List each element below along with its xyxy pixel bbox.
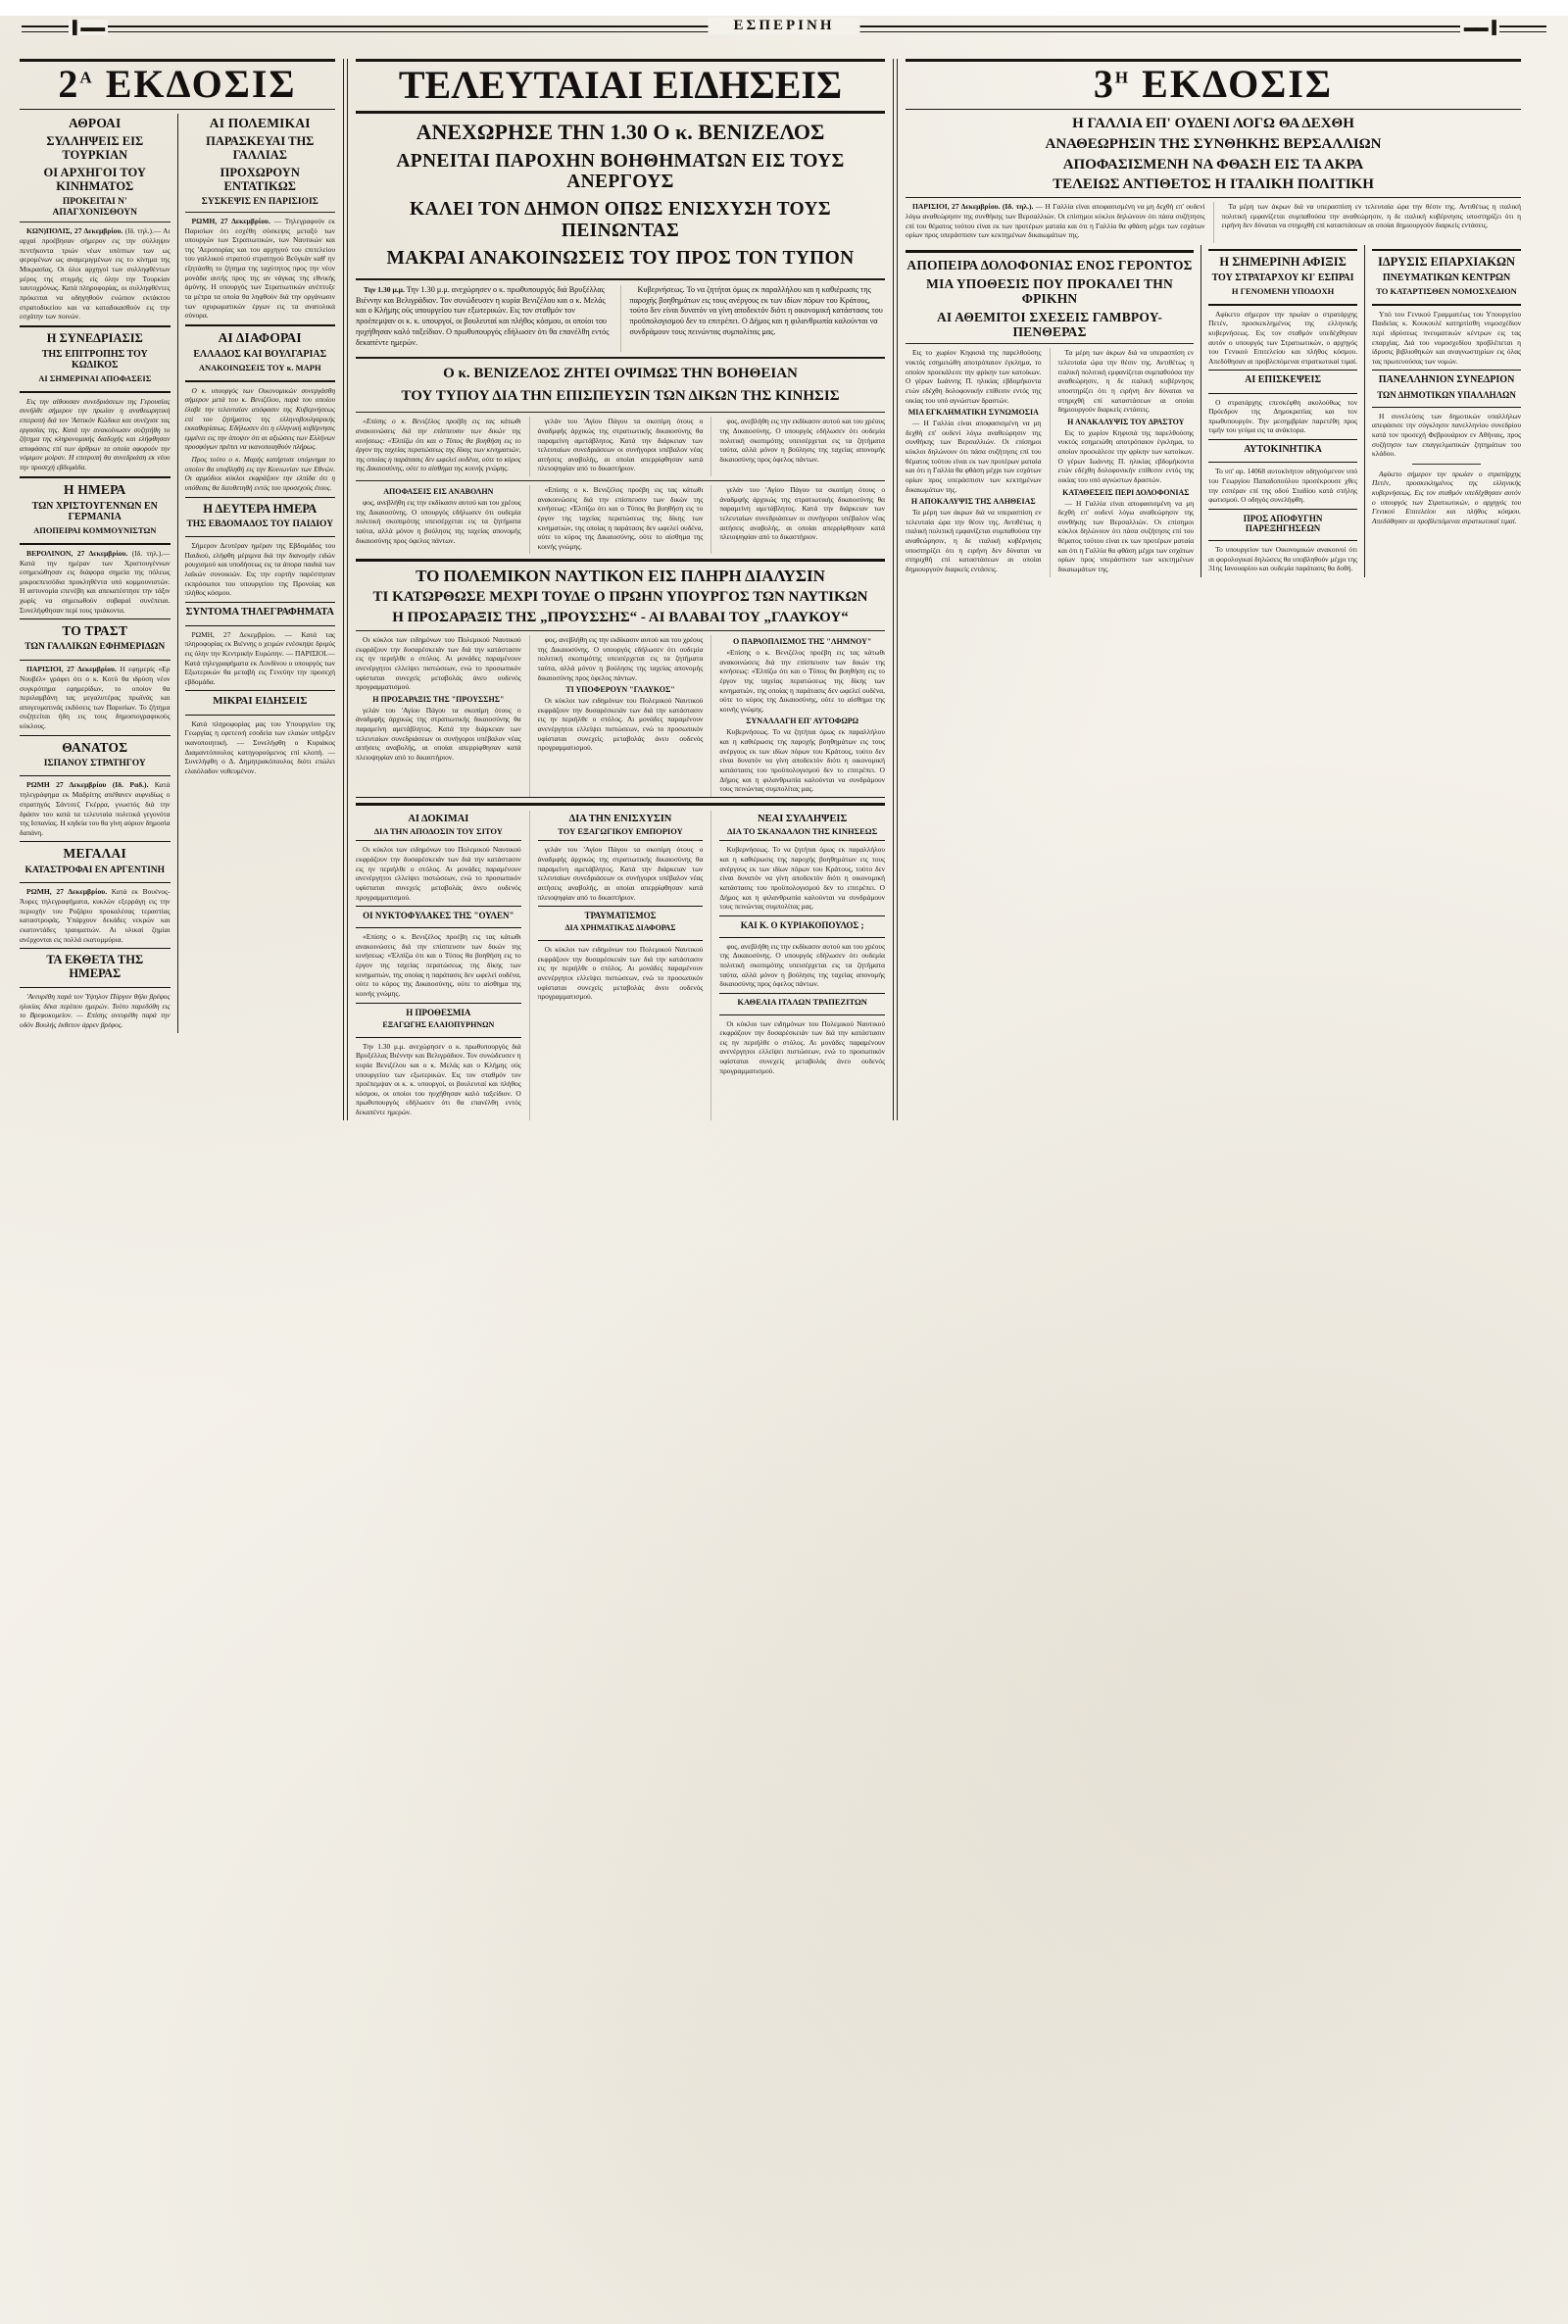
press-extra-text-1: φος, ανεβλήθη εις την εκδίκασιν αυτού και του χρέους της Δικαιοσύνης. Ο υπουργός εδήλωσεν ότι ουδεμία πολιτική σκοπιμότης υπεισέρχεται εις τα ζητήματα ταύτα, αλλά μόνον η βούλησις της ταχείας απονομής δικαιοσύνης προς όφελος πάντων. bbox=[356, 498, 521, 545]
article-body-cars bbox=[1208, 467, 1357, 505]
newspaper-page bbox=[0, 16, 1568, 2324]
headline-nomosxedion: ΤΟ ΚΑΤΑΡΤΙΣΘΕΝ ΝΟΜΟΣΧΕΔΙΟΝ bbox=[1376, 286, 1517, 297]
press-col-2 bbox=[538, 417, 704, 476]
article-text-bulgaria-2: Προς τούτο ο κ. Μαρής κατήρτισε υπόμνημα το οποίον θα υποβληθή εις την Κοινωνίαν των Εθνών. Οι αρμόδιοι κύκλοι εκφράζουν την ελπίδα ότι η υπόθεσις θα διευθετηθή εντός του προσεχούς έτους. bbox=[184, 455, 335, 492]
article-text-briefnews: Κατά πληροφορίας μας του Υπουργείου της Γεωργίας η εφετεινή εσοδεία των ελαιών υπήρξεν ικανοποιητική. — Συνελήφθη ο Κυριάκος Διαμαντόπουλος κατηγορούμενος επί κλοπή. — Συνελήφθη ο Δ. Δημητρακόπουλος διότι επώλει ελαιόλαδον νοθευμένον. bbox=[184, 718, 335, 775]
headline-venizelos-departure: ΑΝΕΧΩΡΗΣΕ ΤΗΝ 1.30 Ο κ. ΒΕΝΙΖΕΛΟΣ bbox=[416, 120, 825, 144]
headline-murder-attempt-3: ΑΙ ΑΘΕΜΙΤΟΙ ΣΧΕΣΕΙΣ ΓΑΜΒΡΟΥ-ΠΕΝΘΕΡΑΣ bbox=[936, 310, 1163, 340]
article-body-bulgaria bbox=[185, 386, 336, 493]
right-column-1 bbox=[906, 245, 1194, 577]
subhead-prussa: Η ΠΡΟΣΑΡΑΞΙΣ ΤΗΣ "ΠΡΟΥΣΣΗΣ" bbox=[372, 694, 505, 704]
naval-text-2b: Οι κύκλοι των ειδημόνων του Πολεμικού Ναυτικού εκφράζουν την δυσαρέσκειάν των διά την κατάστασιν εις ην περιήλθε ο στόλος. Αι μονάδες παραμένουν ανενέργητοι ελλείψει πιστώσεων, ενώ το προσωπικόν υφίσταται συνεχείς μεταβολάς άνευ ουδενός προγραμματισμού. bbox=[537, 696, 704, 753]
bottom-block-2 bbox=[538, 811, 704, 1120]
center-banner bbox=[356, 59, 885, 114]
divider bbox=[356, 357, 885, 359]
article-body-clarification bbox=[1208, 545, 1357, 573]
right-top-block bbox=[906, 114, 1521, 243]
article-body-foundlings bbox=[20, 992, 171, 1030]
headline-france-versailles-1: Η ΓΑΛΛΙΑ ΕΠ' ΟΥΔΕΝΙ ΛΟΓΩ ΘΑ ΔΕΧΘΗ bbox=[1072, 116, 1354, 131]
press-text-3: φος, ανεβλήθη εις την εκδίκασιν αυτού και του χρέους της Δικαιοσύνης. Ο υπουργός εδήλωσεν ότι ουδεμία πολιτική σκοπιμότης υπεισέρχεται εις τα ζητήματα ταύτα, αλλά μόνον η βούλησις της ταχείας απονομής δικαιοσύνης προς όφελος πάντων. bbox=[719, 417, 886, 464]
left-section bbox=[20, 59, 335, 1120]
press-col-3 bbox=[719, 417, 885, 476]
headline-navy-minister: ΤΙ ΚΑΤΩΡΘΩΣΕ ΜΕΧΡΙ ΤΟΥΔΕ Ο ΠΡΩΗΝ ΥΠΟΥΡΓΟΣ ΤΩΝ ΝΑΥΤΙΚΩΝ bbox=[372, 589, 868, 606]
divider bbox=[356, 630, 885, 631]
headline-pneumatikon-kentron: ΠΝΕΥΜΑΤΙΚΩΝ ΚΕΝΤΡΩΝ bbox=[1382, 272, 1511, 283]
column-divider bbox=[1364, 245, 1365, 577]
bottom-text-1: Οι κύκλοι των ειδημόνων του Πολεμικού Ναυτικού εκφράζουν την δυσαρέσκειάν των διά την κατάστασιν εις ην περιήλθε ο στόλος. Αι μονάδες παραμένουν ανενέργητοι ελλείψει πιστώσεων, ενώ το προσωπικόν υφίσταται συνεχείς μεταβολάς άνευ ουδενός προγραμματισμού. bbox=[356, 845, 521, 902]
murder-text-2c: — Η Γαλλία είναι αποφασισμένη να μη δεχθή επ' ουδενί λόγω αναθεώρησιν της συνθήκης των Βερσαλλιών. Οι επίσημοι κύκλοι δηλώνουν ότι πάσα συζήτησις επί του θέματος τούτου είναι εκ των προτέρων ματαία και ότι η Γαλλία θα φθάση μέχρι των εσχάτων ορίων προς υπεράσπισιν των κεκτημένων δικαιωμάτων της. bbox=[1057, 498, 1195, 573]
article-text-bulgaria: Ο κ. υπουργός των Οικονομικών συνεργάσθη σήμερον μετά του κ. Βενιζέλου, παρά του οποίου έλαβε την τελευταίαν απόφασιν της Κυβερνήσεως επί του ζητήματος της ελληνοβουλγαρικής εκκαθαρίσεως. Εδήλωσεν ότι η ελληνική κυβέρνησις εμμένει εις την άποψιν ότι αι αξιώσεις των Ελλήνων προσφύγων πρέπει να ικανοποιηθούν πλήρως. bbox=[184, 385, 335, 452]
headline-paraskevai-gallias: ΠΑΡΑΣΚΕΥΑΙ ΤΗΣ ΓΑΛΛΙΑΣ bbox=[206, 134, 315, 163]
article-text-turkey: (Ιδ. τηλ.).— Αι αρχαί προέβησαν σήμερον εις την σύλληψιν πεντήκοντα τριών νέων υπόπτων των ως φερομένων ως αναμεμιγμένων εις το κίνημα της Μικρασίας. Οι όλοι αρχηγοί των συλληφθέντων μέρος της στιγμής είς όλην την Τουρκίαν ταυτοχρόνως. Κατά πληροφορίας, οι συλληφθέντες πρόκειται να οδηγηθούν ενώπιον εκτάκτου στρατοδικείου και να καταδικασθούν εις την εσχάτην των ποινών. bbox=[20, 226, 171, 321]
headline-imera: Η ΗΜΕΡΑ bbox=[63, 481, 126, 497]
headline-proxoroun: ΠΡΟΧΩΡΟΥΝ ΕΝΤΑΤΙΚΩΣ bbox=[220, 166, 300, 194]
bottom-text-3b: φος, ανεβλήθη εις την εκδίκασιν αυτού και του χρέους της Δικαιοσύνης. Ο υπουργός εδήλωσεν ότι ουδεμία πολιτική σκοπιμότης υπεισέρχεται εις τα ζητήματα ταύτα, αλλά μόνον η βούλησις της ταχείας απονομής δικαιοσύνης προς όφελος πάντων. bbox=[719, 941, 886, 989]
article-text-death: Κατά τηλεγράφημα εκ Μαδρίτης απέθανεν αιφνιδίως ο στρατηγός Σάντσεζ Γκέρρα, γνωστός διά την δράσιν του κατά τα τελευταία πολιτικά γεγονότα της Ισπανίας. Η κηδεία του θα γίνη αύριον δημοσία δαπάνη. bbox=[20, 780, 171, 837]
headline-ispanou-stratigou: ΙΣΠΑΝΟΥ ΣΤΡΑΤΗΓΟΥ bbox=[43, 758, 146, 768]
headline-apagxonisthoun: ΠΡΟΚΕΙΤΑΙ Ν' ΑΠΑΓΧΟΝΙΣΘΟΥΝ bbox=[52, 197, 137, 218]
headline-group-childweek bbox=[185, 497, 336, 538]
headline-navy-dissolution: ΤΟ ΠΟΛΕΜΙΚΟΝ ΝΑΥΤΙΚΟΝ ΕΙΣ ΠΛΗΡΗ ΔΙΑΛΥΣΙΝ bbox=[416, 567, 825, 586]
headline-panellinion-synedrion: ΠΑΝΕΛΛΗΝΙΟΝ ΣΥΝΕΔΡΙΟΝ bbox=[1378, 374, 1515, 386]
article-text-codex: Εις την αίθουσαν συνεδριάσεων της Γερουσίας συνήλθε σήμερον την πρωίαν η αναθεωρητική επιτροπή διά τον 'Αστικόν Κώδικα και συνέχισε τας εργασίας της. Κατά την ανακοίνωσιν συζητήθη το ζήτημα της κληρονομικής διαδοχής και ελήφθησαν αποφάσεις επί των άρθρων τα οποία αφορούν την νόμιμον μοίραν. Η επιτροπή θα συνεδριάση εκ νέου την προσεχή εβδομάδα. bbox=[20, 396, 171, 472]
edition-number-right: 3 bbox=[1093, 62, 1115, 106]
headline-mikrai-eidiseis: ΜΙΚΡΑΙ ΕΙΔΗΣΕΙΣ bbox=[213, 695, 308, 708]
masthead-ornament-right: ▬▬▐ bbox=[1460, 20, 1499, 35]
article-body-turkey bbox=[20, 226, 171, 321]
headline-group-shorttelegrams bbox=[185, 602, 336, 626]
headline-group-cultural-centers bbox=[1372, 249, 1521, 306]
headline-megalai: ΜΕΓΑΛΑΙ bbox=[63, 846, 126, 862]
edition-banner-right bbox=[906, 59, 1521, 110]
left-column-2 bbox=[185, 114, 336, 1033]
article-text-germany: (Ιδ. τηλ.).— Κατά την ημέραν των Χριστουγέννων εσημειώθησαν εις διάφορα σημεία της πόλεως μικροεπεισόδια προκληθέντα υπό κομμουνιστών. Η αστυνομία επενέβη και απεκατέστησε την τάξιν χωρίς να σημειωθούν σοβαραί συνέπειαι. Συνελήφθησαν περί τους τριάκοντα. bbox=[20, 548, 171, 615]
article-text-foundlings: 'Ανευρέθη παρά τον Ύψηλον Πύργον θήλυ βρέφος ηλικίας δέκα περίπου ημερών. Τούτο παρεδόθη εις το Βρεφοκομείον. — Επίσης ανευρέθη παρά την οδόν Βουλής έκθετον άρρεν βρέφος. bbox=[20, 992, 171, 1029]
center-section bbox=[356, 59, 885, 1120]
headline-group-trust bbox=[20, 618, 171, 661]
headline-group-congress bbox=[1372, 370, 1521, 407]
naval-text-1: Οι κύκλοι των ειδημόνων του Πολεμικού Ναυτικού εκφράζουν την δυσαρέσκειάν των διά την κατάστασιν εις ην περιήλθε ο στόλος. Αι μονάδες παραμένουν ανενέργητοι ελλείψει πιστώσεων, ενώ το προσωπικόν υφίσταται συνεχείς μεταβολάς άνευ ουδενός προγραμματισμού. bbox=[356, 635, 521, 692]
congress-extra-text: Αφίκετο σήμερον την πρωίαν ο στρατάρχης Πετέν, προσκεκλημένος της ελληνικής κυβερνήσεως. Εις τον σταθμόν υπεδέχθησαν αυτόν ο υπουργός των Στρατιωτικών, ο αρχηγός του Γενικού Επιτελείου και πλήθος κόσμου. Απεδόθησαν αι προβλεπόμεναι στρατιωτικαί τιμαί. bbox=[1372, 469, 1521, 525]
divider bbox=[906, 343, 1194, 344]
headline-group-germany bbox=[20, 476, 171, 545]
headline-syntoma-tilegrafimata: ΣΥΝΤΟΜΑ ΤΗΛΕΓΡΑΦΗΜΑΤΑ bbox=[185, 606, 334, 618]
divider bbox=[356, 480, 885, 481]
left-column-1 bbox=[20, 114, 171, 1033]
headline-venizelos-asks-press: Ο κ. ΒΕΝΙΖΕΛΟΣ ΖΗΤΕΙ ΟΨΙΜΩΣ ΤΗΝ ΒΟΗΘΕΙΑΝ bbox=[443, 365, 798, 381]
naval-text-3: «Επίσης ο κ. Βενιζέλος προέβη εις τας κάτωθι ανακοινώσεις διά την επίσπευσιν των δικών της κινήσεως: «Έλπίζω ότι και ο Τύπος θα βοηθήση εις το έργον της ταχείας περατώσεως της δίκης των κινηματιών, της οποίας η παράτασις δεν ωφελεί ουδένα, ούτε το κύρος της Δικαιοσύνης, ούτε το αίσθημα της κοινής γνώμης. bbox=[719, 648, 886, 714]
dateline-turkey: ΚΩΝ)ΠΟΛΙΣ, 27 Δεκεμβρίου. bbox=[26, 226, 123, 236]
headline-murder-attempt-1: ΑΠΟΠΕΙΡΑ ΔΟΛΟΦΟΝΙΑΣ ΕΝΟΣ ΓΕΡΟΝΤΟΣ bbox=[906, 257, 1193, 272]
press-text-1: «Επίσης ο κ. Βενιζέλος προέβη εις τας κάτωθι ανακοινώσεις διά την επίσπευσιν των δικών της κινήσεως: «Έλπίζω ότι και ο Τύπος θα βοηθήση εις το έργον της ταχείας περατώσεως της δίκης των κινηματιών, της οποίας η παράτασις δεν ωφελεί ουδένα, ούτε το κύρος της Δικαιοσύνης, ούτε το αίσθημα της κοινής γνώμης. bbox=[356, 417, 521, 473]
headline-dimotikon-ypallilon: ΤΩΝ ΔΗΜΟΤΙΚΩΝ ΥΠΑΛΛΗΛΩΝ bbox=[1377, 389, 1516, 400]
edition-sup-right: Η bbox=[1114, 68, 1131, 87]
divider bbox=[356, 412, 885, 413]
headline-athroai: ΑΘΡΟΑΙ bbox=[69, 116, 122, 130]
bottom-text-2: γελάν του 'Αγίου Πάγου τα σκοπίμη ότους ο άναδμφής άρχικώς της στρατιωτικής δικαιοσύνης θα παραμείνη αμετάβλητος. Κατά την διάρκειαν των τελευταίων συνεδριάσεων οι συνήγοροι υπέβαλον νέας αιτήσεις αναβολής, αι οποίαι απερρίφθησαν κατά πλειοψηφίαν από το δικαστήριον. bbox=[537, 845, 704, 902]
headline-stratarxou: ΤΟΥ ΣΤΡΑΤΑΡΧΟΥ ΚΙ' ΕΣΠΡΑΙ bbox=[1211, 272, 1354, 283]
naval-col-3 bbox=[719, 635, 885, 797]
murder-col-2 bbox=[1058, 348, 1195, 576]
headline-exagogikou-emporiou: ΤΟΥ ΕΞΑΓΩΓΙΚΟΥ ΕΜΠΟΡΙΟΥ bbox=[558, 825, 683, 836]
divider bbox=[185, 212, 336, 213]
headline-refuses-aid: ΑΡΝΕΙΤΑΙ ΠΑΡΟΧΗΝ ΒΟΗΘΗΜΑΤΩΝ ΕΙΣ ΤΟΥΣ ΑΝΕΡΓΟΥΣ bbox=[396, 150, 845, 193]
headline-france-versailles-2: ΑΝΑΘΕΩΡΗΣΙΝ ΤΗΣ ΣΥΝΘΗΚΗΣ ΒΕΡΣΑΛΛΙΩΝ bbox=[1045, 135, 1382, 152]
article-body-death bbox=[20, 780, 171, 837]
subhead-limnos: Ο ΠΑΡΑΟΠΛΙΣΜΟΣ ΤΗΣ "ΛΗΜΝΟΥ" bbox=[732, 637, 872, 647]
headline-elaiopyrinon: ΕΞΑΓΩΓΗΣ ΕΛΑΙΟΠΥΡΗΝΩΝ bbox=[382, 1019, 495, 1029]
divider bbox=[1412, 464, 1481, 465]
dateline-paris-trust: ΠΑΡΙΣΙΟΙ, 27 Δεκεμβρίου. bbox=[26, 665, 117, 674]
headline-prussa-grounding: Η ΠΡΟΣΑΡΑΞΙΣ ΤΗΣ „ΠΡΟΥΣΣΗΣ“ - ΑΙ ΒΛΑΒΑΙ ΤΟΥ „ΓΛΑΥΚΟΥ“ bbox=[392, 610, 849, 626]
article-text-childweek: Σήμερον Δευτέραν ημέραν της Εβδομάδος του Παιδιού, ελήφθη μέριμνα διά την διανομήν ειδών ρουχισμού και υποδήσεως εις τα άπορα παιδιά των λαϊκών συνοικιών. Εις την εορτήν παρέστησαν εκπρόσωποι του υπουργείου της Προνοίας και πλήθος κόσμου. bbox=[184, 541, 335, 598]
bottom-text-3: Κυβερνήσεως. Το να ζητήται όμως εκ παραλλήλου και η καθιέρωσις της παροχής βοηθημάτων εις τους ανέργους εκ των ιδίων πόρων του Κράτους, τούτο δεν είναι δυνατόν να γίνη αποδεκτόν διότι η οικονομική κατάστασις του προϋπολογισμού δεν το επιτρέπει. Ο Δήμος και η φιλανθρωπία καλούνται να συνδράμουν τους πεινώντας συμπολίτας μας. bbox=[719, 845, 886, 912]
bottom-text-3c: Οι κύκλοι των ειδημόνων του Πολεμικού Ναυτικού εκφράζουν την δυσαρέσκειάν των διά την κατάστασιν εις ην περιήλθε ο στόλος. Αι μονάδες παραμένουν ανενέργητοι ελλείψει πιστώσεων, ενώ το προσωπικόν υφίσταται συνεχείς μεταβολάς άνευ ουδενός προγραμματισμού. bbox=[719, 1018, 886, 1075]
edition-word-left: ΕΚΔΟΣΙΣ bbox=[105, 62, 297, 106]
article-body-codex bbox=[20, 397, 171, 472]
article-body-argentina bbox=[20, 887, 171, 944]
headline-syskepsis-parisiois: ΣΥΣΚΕΨΙΣ ΕΝ ΠΑΡΙΣΙΟΙΣ bbox=[201, 197, 318, 208]
headline-france-versailles-3: ΑΠΟΦΑΣΙΣΜΕΝΗ ΝΑ ΦΘΑΣΗ ΕΙΣ ΤΑ ΑΚΡΑ bbox=[1062, 156, 1364, 173]
headline-xrimatikas-diaforas: ΔΙΑ ΧΡΗΜΑΤΙΚΑΣ ΔΙΑΦΟΡΑΣ bbox=[564, 923, 676, 933]
murder-text-2b: Εις το χωρίον Κηφισιά της παρελθούσης νυκτός εσημειώθη αποτρόπαιον έγκλημα, το οποίον προεκάλεσε την φρίκην των κατοίκων. Ο γέρων Ιωάννης Π. ηλικίας εβδομήκοντα ετών εδέχθη δολοφονικήν επίθεσιν εντός της οικίας του υπό αγνώστων δραστών. bbox=[1057, 427, 1195, 484]
article-body-congress bbox=[1372, 412, 1521, 459]
article-body-germany bbox=[20, 549, 171, 616]
headline-nyktofylakes: ΟΙ ΝΥΚΤΟΦΥΛΑΚΕΣ ΤΗΣ "ΟΥΛΕΝ" bbox=[363, 911, 514, 921]
divider bbox=[356, 803, 885, 806]
headline-france-versailles-4: ΤΕΛΕΙΩΣ ΑΝΤΙΘΕΤΟΣ Η ΙΤΑΛΙΚΗ ΠΟΛΙΤΙΚΗ bbox=[1053, 176, 1374, 193]
dateline-rome-argentina: ΡΩΜΗ, 27 Δεκεμβρίου. bbox=[26, 887, 108, 897]
cars-text: Το υπ' αρ. 14068 αυτοκίνητον οδηγούμενον υπό του Γεωργίου Παπαδοπούλου προσέκρουσε χθες την εσπέραν επί της οδού Σταδίου κατά στήλης φωτισμού. Ο οδηγός συνελήφθη. bbox=[1208, 467, 1358, 505]
naval-text-3b: Κυβερνήσεως. Το να ζητήται όμως εκ παραλλήλου και η καθιέρωσις της παροχής βοηθημάτων εις τους ανέργους εκ των ιδίων πόρων του Κράτους, τούτο δεν είναι δυνατόν να γίνη αποδεκτόν διότι η οικονομική κατάστασις του προϋπολογισμού δεν το επιτρέπει. Ο Δήμος και η φιλανθρωπία καλούνται να συνδράμουν τους πεινώντας συμπολίτας μας. bbox=[719, 727, 886, 794]
press-three-columns bbox=[356, 417, 885, 476]
lead-paragraph-right bbox=[630, 285, 886, 352]
section-divider-left bbox=[343, 59, 348, 1120]
article-text-shorttelegrams: ΡΩΜΗ, 27 Δεκεμβρίου. — Κατά τας πληροφορίας εκ Βιέννης ο χειμών ενέσκηψε δριμύς εις όλην την Κεντρικήν Ευρώπην. — ΠΑΡΙΣΙΟΙ.— Κατά τηλεγραφήματα εκ Λονδίνου ο υπουργός των Εξωτερικών θα μεταβή εις Γενεύην την προσεχή εβδομάδα. bbox=[184, 629, 335, 686]
press-extra-col-2 bbox=[538, 485, 704, 554]
bottom-text-1b: «Επίσης ο κ. Βενιζέλος προέβη εις τας κάτωθι ανακοινώσεις διά την επίσπευσιν των δικών της κινήσεως: «Έλπίζω ότι και ο Τύπος θα βοηθήση εις το έργον της ταχείας περατώσεως της δίκης των κινηματιών, της οποίας η παράτασις δεν ωφελεί ουδένα, ούτε το κύρος της Δικαιοσύνης, ούτε το αίσθημα της κοινής γνώμης. bbox=[356, 932, 521, 998]
page-content bbox=[20, 59, 1548, 1120]
divider bbox=[906, 197, 1521, 198]
murder-text-1c: Τα μέρη των άκρων διά να υπερασπίση εν τελευταία ώρα την θέσιν της. Αντιθέτως η ιταλική πολιτική εμφανίζεται συμπαθούσα την αναθεώρησιν, η δε ιταλική κυβέρνησις υποστηρίζει ότι η ειρήνη δεν δύναται να στηριχθή επί καταστάσεων αι οποίαι δημιουργούν διαρκείς εντάσεις. bbox=[906, 508, 1042, 573]
subhead-perpetrator-found: Η ΑΝΑΚΑΛΥΨΙΣ ΤΟΥ ΔΡΑΣΤΟΥ bbox=[1067, 417, 1185, 426]
france-article-col-2 bbox=[1222, 202, 1522, 243]
headline-enisxysin: ΔΙΑ ΤΗΝ ΕΝΙΣΧΥΣΙΝ bbox=[568, 813, 672, 824]
edition-word-right: ΕΚΔΟΣΙΣ bbox=[1142, 62, 1334, 106]
headline-neai-syllipseis: ΝΕΑΙ ΣΥΛΛΗΨΕΙΣ bbox=[758, 813, 848, 824]
headline-murder-attempt-2: ΜΙΑ ΥΠΟΘΕΣΙΣ ΠΟΥ ΠΡΟΚΑΛΕΙ ΤΗΝ ΦΡΙΚΗΝ bbox=[926, 276, 1173, 307]
headline-diaforai: ΑΙ ΔΙΑΦΟΡΑΙ bbox=[218, 329, 302, 345]
headline-deftera-imera: Η ΔΕΥΤΕΡΑ ΗΜΕΡΑ bbox=[203, 501, 318, 516]
divider bbox=[719, 840, 885, 841]
headline-ypodoxi: Η ΓΕΝΟΜΕΝΗ ΥΠΟΔΟΧΗ bbox=[1231, 286, 1335, 297]
headline-polemikai: ΑΙ ΠΟΛΕΜΙΚΑΙ bbox=[209, 116, 311, 130]
headline-katastrofai-argentini: ΚΑΤΑΣΤΡΟΦΑΙ ΕΝ ΑΡΓΕΝΤΙΝΗ bbox=[24, 865, 166, 875]
article-text-argentina: Κατά εκ Βουένος-Άυρες τηλεγραφήματα, κυκλών εξερράγη εις την περιοχήν του Ροζάριο προκαλέσας τεραστίας καταστροφάς. Υπάρχουν δεκάδες νεκρών και εκατοντάδες τραυματιών. Αι υλικαί ζημίαι ανέρχονται εις πολλά εκατομμύρια. bbox=[20, 887, 171, 944]
headline-ektheta-imeras: ΤΑ ΕΚΘΕΤΑ ΤΗΣ ΗΜΕΡΑΣ bbox=[46, 953, 144, 981]
headline-idrysis-eparxiakon: ΙΔΡΥΣΙΣ ΕΠΑΡΧΙΑΚΩΝ bbox=[1377, 254, 1516, 269]
headline-dokimai: ΑΙ ΔΟΚΙΜΑΙ bbox=[408, 813, 469, 824]
headline-ellados-voulgarias: ΕΛΛΑΔΟΣ ΚΑΙ ΒΟΥΛΓΑΡΙΑΣ bbox=[193, 348, 327, 360]
headline-group-death bbox=[20, 735, 171, 777]
headline-trast: ΤΟ ΤΡΑΣΤ bbox=[62, 623, 128, 639]
masthead bbox=[22, 16, 1546, 49]
press-text-2: γελάν του 'Αγίου Πάγου τα σκοπίμη ότους ο άναδμφής άρχικώς της στρατιωτικής δικαιοσύνης θα παραμείνη αμετάβλητος. Κατά την διάρκειαν των τελευταίων συνεδριάσεων οι συνήγοροι υπέβαλον νέας αιτήσεις αναβολής, αι οποίαι απερρίφθησαν κατά πλειοψηφίαν από το δικαστήριον. bbox=[537, 417, 704, 473]
subhead-flagrante: ΣΥΝΑΛΛΑΓΗ ΕΠ' ΑΥΤΟΦΩΡΩ bbox=[746, 717, 859, 726]
center-bottom-blocks bbox=[356, 811, 885, 1120]
headline-long-announcements: ΜΑΚΡΑΙ ΑΝΑΚΟΙΝΩΣΕΙΣ ΤΟΥ ΠΡΟΣ ΤΟΝ ΤΥΠΟΝ bbox=[386, 247, 855, 269]
divider bbox=[356, 278, 885, 280]
murder-text-1b: — Η Γαλλία είναι αποφασισμένη να μη δεχθή επ' ουδενί λόγω αναθεώρησιν της συνθήκης των Βερσαλλιών. Οι επίσημοι κύκλοι δηλώνουν ότι πάσα συζήτησις επί του θέματος τούτου είναι εκ των προτέρων ματαία και ότι η Γαλλία θα φθάση μέχρι των εσχάτων ορίων προς υπεράσπισιν των κεκτημένων δικαιωμάτων της. bbox=[906, 419, 1042, 494]
headline-press-trials: ΤΟΥ ΤΥΠΟΥ ΔΙΑ ΤΗΝ ΕΠΙΣΠΕΥΣΙΝ ΤΩΝ ΔΙΚΩΝ ΤΗΣ ΚΙΝΗΣΙΣ bbox=[401, 387, 840, 404]
naval-block bbox=[356, 559, 885, 797]
divider bbox=[538, 840, 704, 841]
article-body-visits bbox=[1208, 398, 1357, 436]
lead-paragraph-left: Την 1.30 μ.μ. Την 1.30 μ.μ. ανεχώρησεν ο κ. πρωθυπουργός διά Βρυξέλλας Βιέννην και Βελιγράδιον. Τον συνώδευσεν η κυρία Βενιζέλου και ο κ. Μελάς και ο Κλήμης ούς υπουργείου των εξωτερικών. Εις τον σταθμόν τον προέπεμψαν οι κ. κ. υπουργοί, οι βουλευταί και πλήθος κόσμου, οι οποίοι του ηυχήθησαν καλό ταξείδιον. Ο πρωθυπουργός εδήλωσεν ότι θα επανέλθη εντός δεκαπέντε ημερών. bbox=[356, 284, 610, 347]
headline-anakoinoseis-mari: ΑΝΑΚΟΙΝΩΣΕΙΣ ΤΟΥ κ. ΜΑΡΗ bbox=[198, 363, 321, 373]
bottom-block-1 bbox=[356, 811, 521, 1120]
dateline-rome-france: ΡΩΜΗ, 27 Δεκεμβρίου. bbox=[191, 216, 270, 225]
edition-sup-left: Α bbox=[79, 68, 94, 87]
bottom-text-1c: Την 1.30 μ.μ. ανεχώρησεν ο κ. πρωθυπουργός διά Βρυξέλλας Βιέννην και Βελιγράδιον. Τον συνώδευσεν η κυρία Βενιζέλου και ο κ. Μελάς και ο Κλήμης ούς υπουργείου των εξωτερικών. Εις τον σταθμόν τον προέπεμψαν οι κ. κ. υπουργοί, οι βουλευταί και πλήθος κόσμου, οι οποίοι του ηυχήθησαν καλό ταξείδιον. Ο πρωθυπουργός εδήλωσεν ότι θα επανέλθη εντός δεκαπέντε ημερών. bbox=[356, 1041, 521, 1117]
edition-number-left: 2 bbox=[58, 62, 80, 106]
right-column-2 bbox=[1208, 245, 1357, 577]
headline-group-codex bbox=[20, 325, 171, 393]
masthead-ornament-left: ▌▬▬ bbox=[69, 20, 108, 35]
subhead-depositions: ΚΑΤΑΘΕΣΕΙΣ ΠΕΡΙ ΔΟΛΟΦΟΝΙΑΣ bbox=[1062, 487, 1190, 497]
naval-text-2: φος, ανεβλήθη εις την εκδίκασιν αυτού και του χρέους της Δικαιοσύνης. Ο υπουργός εδήλωσεν ότι ουδεμία πολιτική σκοπιμότης υπεισέρχεται εις τα ζητήματα ταύτα, αλλά μόνον η βούλησις της ταχείας απονομής δικαιοσύνης προς όφελος πάντων. bbox=[537, 635, 704, 682]
visits-text: Ο στρατάρχης επεσκέφθη ακολούθως τον Πρόεδρον της Δημοκρατίας και τον πρωθυπουργόν. Την μεσημβρίαν παρετέθη προς τιμήν του γεύμα εις τα ανάκτορα. bbox=[1208, 397, 1358, 435]
press-extra-text-3: γελάν του 'Αγίου Πάγου τα σκοπίμη ότους ο άναδμφής άρχικώς της στρατιωτικής δικαιοσύνης θα παραμείνη αμετάβλητος. Κατά την διάρκειαν των τελευταίων συνεδριάσεων οι συνήγοροι υπέβαλον νέας αιτήσεις αναβολής, αι οποίαι απερρίφθησαν κατά πλειοψηφίαν από το δικαστήριον. bbox=[719, 485, 886, 542]
subhead-truth-revealed: Η ΑΠΟΚΑΛΥΨΙΣ ΤΗΣ ΑΛΗΘΕΙΑΣ bbox=[910, 497, 1036, 507]
headline-thanatos: ΘΑΝΑΤΟΣ bbox=[62, 739, 128, 755]
headline-xristougenna-germania: ΤΩΝ ΧΡΙΣΤΟΥΓΕΝΝΩΝ ΕΝ ΓΕΡΜΑΝΙΑ bbox=[31, 500, 158, 523]
france-text-right: Τα μέρη των άκρων διά να υπερασπίση εν τελευταία ώρα την θέσιν της. Αντιθέτως η ιταλική πολιτική εμφανίζεται συμπαθούσα την αναθεώρησιν, η δε ιταλική κυβέρνησις υποστηρίζει ότι η ειρήνη δεν δύναται να στηριχθή επί καταστάσεων αι οποίαι δημιουργούν διαρκείς εντάσεις. bbox=[1221, 202, 1521, 230]
article-body-trust bbox=[20, 665, 171, 731]
headline-group-argentina bbox=[20, 841, 171, 883]
press-extra-columns bbox=[356, 485, 885, 554]
dateline-berlin: ΒΕΡΟΛΙΝΟΝ, 27 Δεκεμβρίου. bbox=[26, 548, 128, 558]
article-body-cultural-centers bbox=[1372, 310, 1521, 367]
headline-group-marshal bbox=[1208, 249, 1357, 306]
naval-col-2 bbox=[538, 635, 704, 797]
press-extra-col-3 bbox=[719, 485, 885, 554]
subhead-conspiracy: ΜΙΑ ΕΓΚΛΗΜΑΤΙΚΗ ΣΥΝΩΜΟΣΙΑ bbox=[907, 408, 1039, 418]
column-divider bbox=[1200, 245, 1201, 577]
murder-col-1 bbox=[906, 348, 1042, 576]
headline-group-cars bbox=[1208, 439, 1357, 463]
center-banner-title: ΤΕΛΕΥΤΑΙΑΙ ΕΙΔΗΣΕΙΣ bbox=[398, 63, 843, 107]
press-extra-col-1 bbox=[356, 485, 521, 554]
headline-apodosin-sitou: ΔΙΑ ΤΗΝ ΑΠΟΔΟΣΙΝ ΤΟΥ ΣΙΤΟΥ bbox=[373, 825, 503, 836]
dateline-rome-death: ΡΩΜΗ 27 Δεκεμβρίου (Ιδ. Ραδ.). bbox=[26, 780, 149, 790]
headline-group-clarification bbox=[1208, 509, 1357, 541]
subhead-decisions-postponement: ΑΠΟΦΑΣΕΙΣ ΕΙΣ ΑΝΑΒΟΛΗΝ bbox=[383, 487, 494, 497]
article-body-shorttelegrams bbox=[185, 630, 336, 687]
naval-col-1 bbox=[356, 635, 521, 797]
headline-evdomada-paidiou: ΤΗΣ ΕΒΔΟΜΑΔΟΣ ΤΟΥ ΠΑΙΔΙΟΥ bbox=[186, 519, 334, 529]
bottom-text-2b: Οι κύκλοι των ειδημόνων του Πολεμικού Ναυτικού εκφράζουν την δυσαρέσκειάν των διά την κατάστασιν εις ην περιήλθε ο στόλος. Αι μονάδες παραμένουν ανενέργητοι ελλείψει πιστώσεων, ενώ το προσωπικόν υφίσταται συνεχείς μεταβολάς άνευ ουδενός προγραμματισμού. bbox=[537, 945, 704, 1002]
france-text-left: — Η Γαλλία είναι αποφασισμένη να μη δεχθή επ' ουδενί λόγω αναθεώρησιν της συνθήκης των Βερσαλλιών. Οι επίσημοι κύκλοι δηλώνουν ότι πάσα συζήτησις επί του θέματος τούτου είναι εκ των προτέρων ματαία και ότι η Γαλλία θα φθάση μέχρι των εσχάτων ορίων προς υπεράσπισιν των κεκτημένων δικαιωμάτων της. bbox=[906, 202, 1205, 240]
lead-text-left: Την 1.30 μ.μ. ανεχώρησεν ο κ. πρωθυπουργός διά Βρυξέλλας Βιέννην και Βελιγράδιον. Τον συνώδευσεν η κυρία Βενιζέλου και ο κ. Μελάς και ο Κλήμης ούς υπουργείου των εξωτερικών. Εις τον σταθμόν τον προέπεμψαν οι κ. κ. υπουργοί, οι βουλευταί και πλήθος κόσμου, οι οποίοι του ηυχήθησαν καλό ταξείδιον. Ο πρωθυπουργός εδήλωσεν ότι θα επανέλθη εντός δεκαπέντε ημερών. bbox=[356, 284, 610, 347]
headline-calls-municipality: ΚΑΛΕΙ ΤΟΝ ΔΗΜΟΝ ΟΠΩΣ ΕΝΙΣΧΥΣΗ ΤΟΥΣ ΠΕΙΝΩΝΤΑΣ bbox=[410, 199, 831, 242]
headline-episkepseis: ΑΙ ΕΠΙΣΚΕΨΕΙΣ bbox=[1245, 374, 1321, 386]
headline-group-foundlings bbox=[20, 948, 171, 988]
edition-title-left bbox=[20, 62, 335, 106]
article-body-childweek bbox=[185, 541, 336, 598]
headline-synedriasis: Η ΣΥΝΕΔΡΙΑΣΙΣ bbox=[46, 330, 143, 345]
headline-simerini-afixis: Η ΣΗΜΕΡΙΝΗ ΑΦΙΞΙΣ bbox=[1219, 254, 1347, 269]
headline-gallikon-efimeridon: ΤΩΝ ΓΑΛΛΙΚΩΝ ΕΦΗΜΕΡΙΔΩΝ bbox=[24, 642, 166, 653]
headline-skandalon-kiniseos: ΔΙΑ ΤΟ ΣΚΑΝΔΑΛΟΝ ΤΗΣ ΚΙΝΗΣΕΩΣ bbox=[727, 825, 878, 836]
headline-travmatismos: ΤΡΑΥΜΑΤΙΣΜΟΣ bbox=[584, 911, 657, 921]
headline-prothesmia: Η ΠΡΟΘΕΣΜΙΑ bbox=[406, 1007, 471, 1017]
masthead-title: ΕΣΠΕΡΙΝΗ bbox=[709, 18, 860, 34]
cultural-text: Υπό του Γενικού Γραμματέως του Υπουργείου Παιδείας κ. Κουκουλέ κατηρτίσθη νομοσχέδιον περί ιδρύσεως πνευματικών κέντρων εις τας επαρχίας. Διά του νομοσχεδίου προβλέπεται η ίδρυσις βιβλιοθηκών και αναγνωστηρίων εις όλας τας πρωτευούσας των νομών. bbox=[1372, 309, 1521, 366]
marshal-text: Αφίκετο σήμερον την πρωίαν ο στρατάρχης Πετέν, προσκεκλημένος της ελληνικής κυβερνήσεως. Εις τον σταθμόν υπεδέχθησαν αυτόν ο υπουργός των Στρατιωτικών, ο αρχηγός του Γενικού Επιτελείου και πλήθος κόσμου. Απεδόθησαν αι προβλεπόμεναι στρατιωτικαί τιμαί. bbox=[1208, 309, 1358, 366]
press-col-1 bbox=[356, 417, 521, 476]
article-body-congress-extra bbox=[1372, 470, 1521, 526]
subhead-glafkos: ΤΙ ΥΠΟΦΕΡΟΥΝ "ΓΛΑΥΚΟΣ" bbox=[565, 685, 675, 695]
article-body-marshal bbox=[1208, 310, 1357, 367]
press-extra-text-2: «Επίσης ο κ. Βενιζέλος προέβη εις τας κάτωθι ανακοινώσεις διά την επίσπευσιν των δικών της κινήσεως: «Έλπίζω ότι και ο Τύπος θα βοηθήση εις το έργον της ταχείας περατώσεως της δίκης των κινηματιών, της οποίας η παράτασις δεν ωφελεί ουδένα, ούτε το κύρος της Δικαιοσύνης, ούτε το αίσθημα της κοινής γνώμης. bbox=[537, 485, 704, 551]
headline-group-briefnews bbox=[185, 690, 336, 715]
murder-text-1: Εις το χωρίον Κηφισιά της παρελθούσης νυκτός εσημειώθη αποτρόπαιον έγκλημα, το οποίον προεκάλεσε την φρίκην των κατοίκων. Ο γέρων Ιωάννης Π. ηλικίας εβδομήκοντα ετών εδέχθη δολοφονικήν επίθεσιν εντός της οικίας του υπό αγνώστων δραστών. bbox=[906, 348, 1042, 405]
column-divider bbox=[177, 114, 178, 1033]
headline-apopeirai-kommouniston: ΑΠΟΠΕΙΡΑΙ ΚΟΜΜΟΥΝΙΣΤΩΝ bbox=[33, 525, 157, 536]
headline-simerinai-apofaseis: ΑΙ ΣΗΜΕΡΙΝΑΙ ΑΠΟΦΑΣΕΙΣ bbox=[38, 373, 152, 384]
right-section bbox=[906, 59, 1521, 1120]
headline-syllipseis: ΣΥΛΛΗΨΕΙΣ ΕΙΣ ΤΟΥΡΚΙΑΝ bbox=[46, 134, 144, 163]
article-body-briefnews bbox=[185, 719, 336, 776]
divider bbox=[356, 840, 521, 841]
dateline-paris-france: ΠΑΡΙΣΙΟΙ, 27 Δεκεμβρίου. (Ιδ. τηλ.). bbox=[912, 202, 1034, 212]
headline-arxigoi: ΟΙ ΑΡΧΗΓΟΙ ΤΟΥ ΚΙΝΗΜΑΤΟΣ bbox=[43, 166, 146, 194]
article-text-trust: Η εφημερίς «Ερ Νουβέλ» γράφει ότι ο κ. Κοτύ θα ιδρύση νέον συγκρότημα εφημερίδων, το οποίον θα περιλαμβάνη τας μεγαλυτέρας πρωϊνάς και απογευματινάς εκδόσεις των Παρισίων. Το ζήτημα συζητείται ήδη εις τους δημοσιογραφικούς κύκλους. bbox=[20, 665, 171, 731]
headline-group-bulgaria bbox=[185, 324, 336, 382]
edition-title-right bbox=[906, 62, 1521, 106]
congress-text: Η συνελεύσις των δημοτικών υπαλλήλων απεφάσισε την σύγκλησιν πανελληνίου συνεδρίου κατά τον προσεχή Φεβρουάριον εν Αθήναις, προς συζήτησιν των επαγγελματικών ζητημάτων του κλάδου. bbox=[1372, 411, 1521, 459]
naval-text-1b: γελάν του 'Αγίου Πάγου τα σκοπίμη ότους ο άναδμφής άρχικώς της στρατιωτικής δικαιοσύνης θα παραμείνη αμετάβλητος. Κατά την διάρκειαν των τελευταίων συνεδριάσεων οι συνήγοροι υπέβαλον νέας αιτήσεις αναβολής, αι οποίαι απερρίφθησαν κατά πλειοψηφίαν από το δικαστήριον. bbox=[356, 705, 521, 762]
article-text-france-war: — Τηλεγραφούν εκ Παρισίων ότι εσχέθη σύσκεψις μεταξύ των υπουργών των Στρατιωτικών, των Ναυτικών και της 'Αεροπορίας και του αρχηγού του επιτελείου του γαλλικού στρατού στρατηγού Βεϋγκάν καθ' ην εξητάσθη το ζήτημα της ταχύτητος προς την νέον μονάδα αυτής προς της αν νάγκας της εθνικής άμύνης. Η υπουργός των Στρατιωτικών ανέπτυξε τα μέτρα τα οποία θα ληφθούν διά την οργάνωσιν των οχυρωματικών έργων εις τα ανατολικά σύνορα. bbox=[184, 216, 335, 321]
lead-text-right: Κυβερνήσεως. Το να ζητήται όμως εκ παραλλήλου και η καθιέρωσις της παροχής βοηθημάτων εις τους ανέργους εκ των ιδίων πόρων του Κράτους, τούτο δεν είναι δυνατόν να γίνη αποδεκτόν διότι η οικονομική κατάστασις του προϋπολογισμού δεν το επιτρέπει. Ο Δήμος και η φιλανθρωπία καλούνται να συνδράμουν τους πεινώντας συμπολίτας μας. bbox=[629, 284, 883, 337]
divider bbox=[906, 250, 1194, 253]
headline-apofygi-parexigiseon: ΠΡΟΣ ΑΠΟΦΥΓΗΝ ΠΑΡΕΞΗΓΗΣΕΩΝ bbox=[1243, 513, 1323, 533]
divider bbox=[20, 222, 171, 223]
murder-text-2: Τα μέρη των άκρων διά να υπερασπίση εν τελευταία ώρα την θέσιν της. Αντιθέτως η ιταλική πολιτική εμφανίζεται συμπαθούσα την αναθεώρησιν, η δε ιταλική κυβέρνησις υποστηρίζει ότι η ειρήνη δεν δύναται να στηριχθή επί καταστάσεων αι οποίαι δημιουργούν διαρκείς εντάσεις. bbox=[1057, 348, 1195, 415]
edition-banner-left bbox=[20, 59, 335, 110]
section-divider-right bbox=[893, 59, 898, 1120]
headline-italon-trapeziton: ΚΑΘΕΛΙΑ ΙΤΑΛΩΝ ΤΡΑΠΕΖΙΤΩΝ bbox=[737, 996, 867, 1007]
bottom-block-3 bbox=[719, 811, 885, 1120]
france-article-col-1 bbox=[906, 202, 1205, 243]
article-body-france-war bbox=[185, 217, 336, 321]
clarification-text: Το υπουργείον των Οικονομικών ανακοινοί ότι αι φορολογικαί δηλώσεις θα υποβληθούν μέχρι της 31ης Ιανουαρίου και ουδεμία παράτασις θα δοθή. bbox=[1208, 544, 1358, 573]
right-column-3 bbox=[1372, 245, 1521, 577]
headline-aftokinitika: ΑΥΤΟΚΙΝΗΤΙΚΑ bbox=[1244, 444, 1322, 456]
headline-epitropi-kodikos: ΤΗΣ ΕΠΙΤΡΟΠΗΣ ΤΟΥ ΚΩΔΙΚΟΣ bbox=[41, 348, 148, 371]
headline-group-visits bbox=[1208, 370, 1357, 393]
headline-kyriakopoulos: ΚΑΙ Κ. Ο ΚΥΡΙΑΚΟΠΟΥΛΟΣ ; bbox=[740, 919, 864, 930]
